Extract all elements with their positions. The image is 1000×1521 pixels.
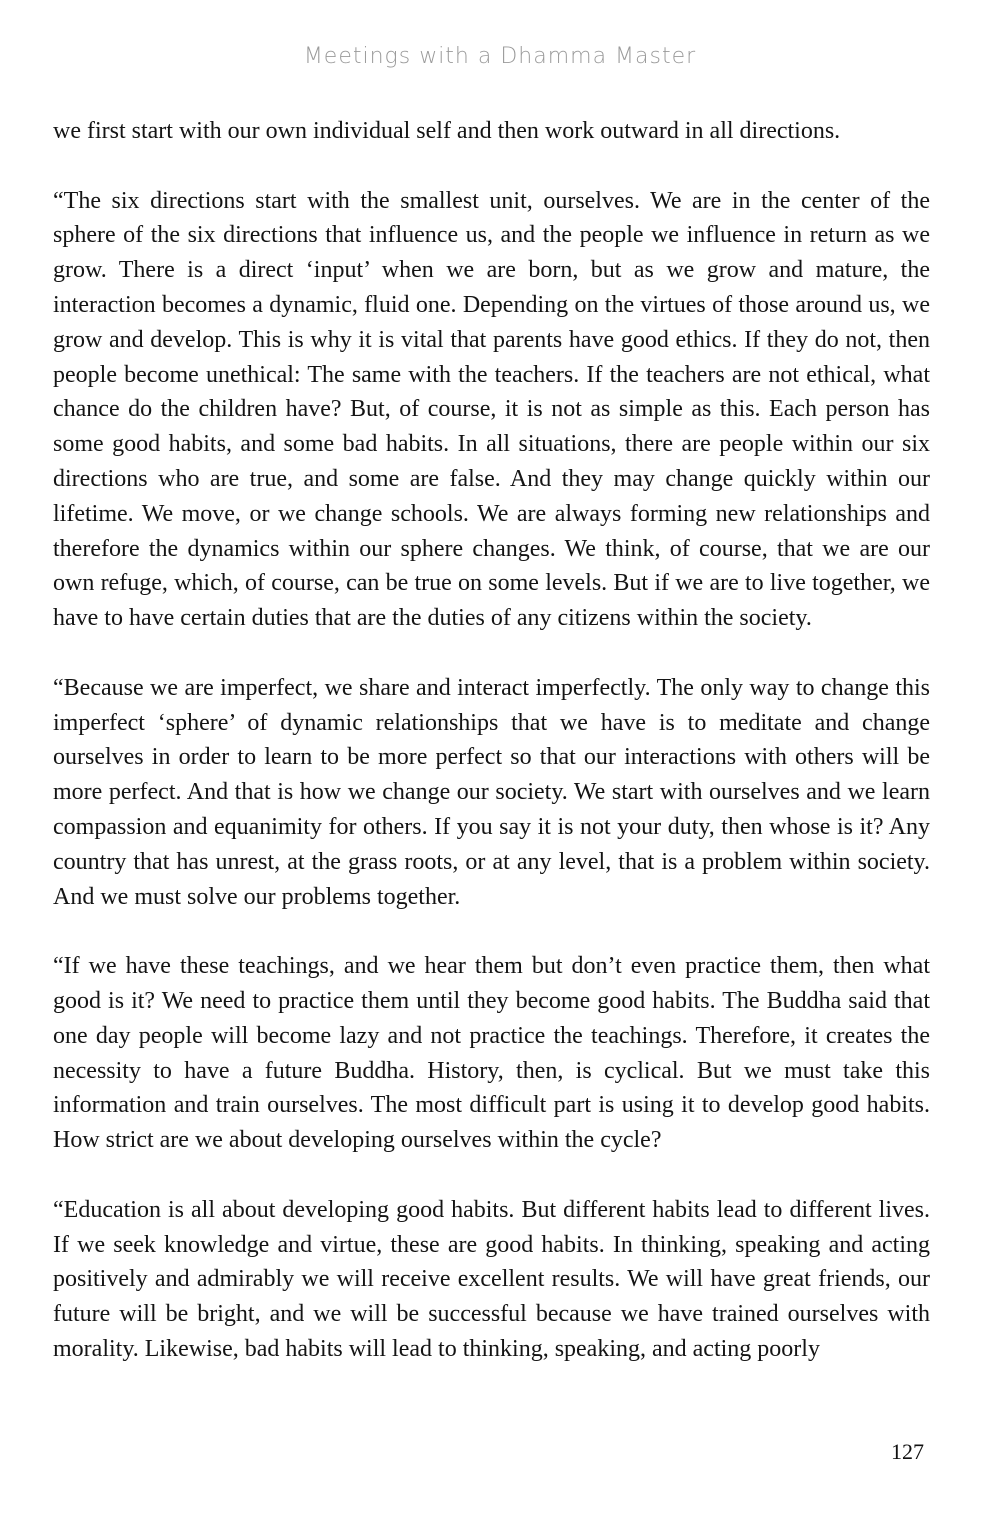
paragraph: “The six directions start with the smallest unit, ourselves. We are in the center of the sphere of the six directions that influence us, and the people we influence in return as we grow. There is a direct ‘input’ when we are born, but as we grow and mature, the interaction becomes a dynamic, fluid one. Depending on the virtues of those around us, we grow and develop. This is why it is vital that parents have good ethics. If they do not, then people become unethical: The same with the teachers. If the teachers are not ethical, what chance do the children have? But, of course, it is not as simple as this. Each person has some good habits, and some bad habits. In all situations, there are people within our six directions who are true, and some are false. And they may change quickly within our lifetime. We move, or we change schools. We are always forming new relationships and therefore the dynamics within our sphere changes. We think, of course, that we are our own refuge, which, of course, can be true on some levels. But if we are to live together, we have to have certain duties that are the duties of any citizens within the society. [53, 187, 930, 632]
paragraph: “If we have these teachings, and we hear them but don’t even practice them, then what good is it? We need to practice them until they become good habits. The Buddha said that one day people will become lazy and not practice the teachings. Therefore, it creates the necessity to have a future Buddha. History, then, is cyclical. But we must take this information and train ourselves. The most difficult part is using it to develop good habits. How strict are we about developing ourselves within the cycle? [53, 953, 930, 1154]
body-text [53, 114, 930, 1367]
paragraph: we first start with our own individual self and then work outward in all directions. [53, 118, 841, 144]
paragraph: “Because we are imperfect, we share and interact imperfectly. The only way to change this imperfect ‘sphere’ of dynamic relationships that we have is to meditate and change ourselves in order to learn to be more perfect so that our interactions with others will be more perfect. And that is how we change our society. We start with ourselves and we learn compassion and equanimity for others. If you say it is not your duty, then whose is it? Any country that has unrest, at the grass roots, or at any level, that is a problem within society. And we must solve our problems together. [53, 674, 930, 910]
running-header: Meetings with a Dhamma Master [303, 44, 697, 69]
paragraph: “Education is all about developing good habits. But different habits lead to different lives. If we seek knowledge and virtue, these are good habits. In thinking, speaking and acting positively and admirably we will receive excellent results. We will have great friends, our future will be bright, and we will be successful because we have trained ourselves with morality. Likewise, bad habits will lead to thinking, speaking, and acting poorly [53, 1196, 930, 1362]
page-number: 127 [891, 1439, 924, 1464]
